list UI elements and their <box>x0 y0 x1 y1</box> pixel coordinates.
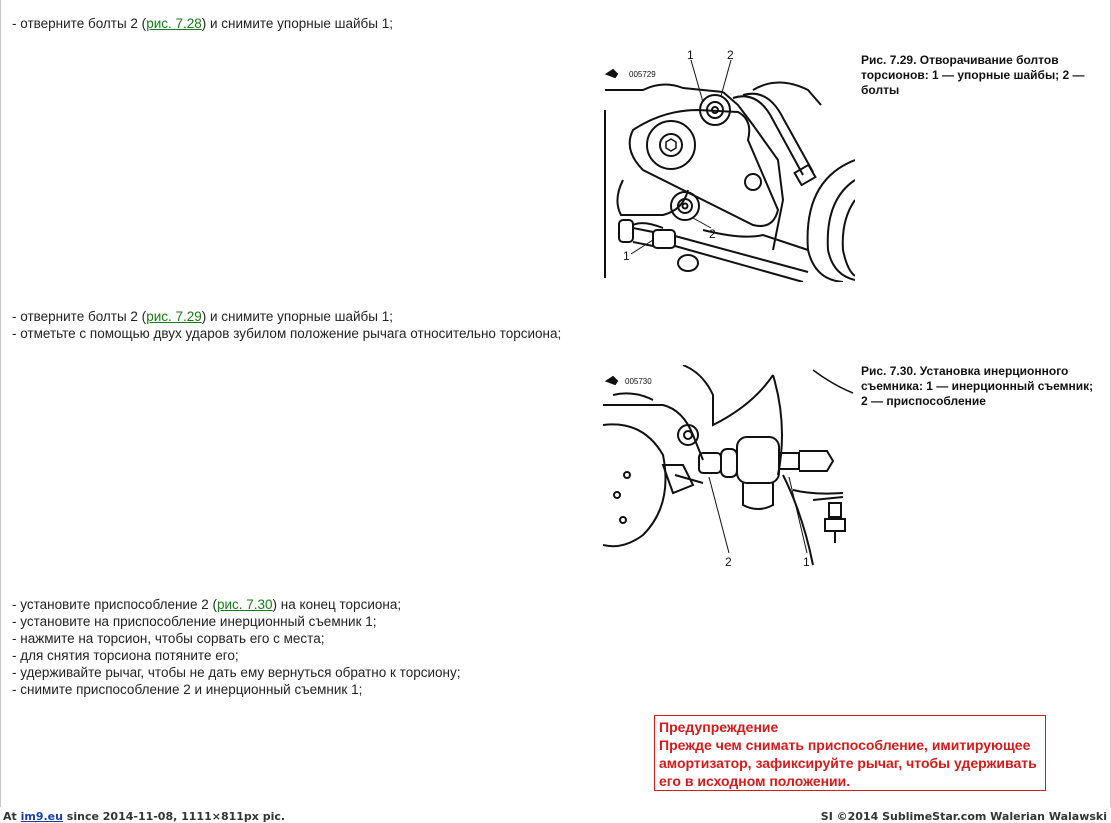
callout-label: 2 <box>709 227 716 241</box>
callout-label: 1 <box>623 249 630 263</box>
instruction-line: - установите на приспособление инерционный съемник 1; <box>12 614 377 629</box>
figure-stamp: 005730 <box>625 377 652 386</box>
warning-box <box>654 715 1046 791</box>
footer-right: SI ©2014 SublimeStar.com Walerian Walawski <box>820 810 1107 823</box>
instruction-line: - для снятия торсиона потяните его; <box>12 648 239 663</box>
warning-title: Предупреждение <box>659 719 779 735</box>
instruction-line-3: - отметьте с помощью двух ударов зубилом положение рычага относительно торсиона; <box>12 326 562 341</box>
instruction-line-4: - установите приспособление 2 (рис. 7.30) на конец торсиона; <box>12 597 402 612</box>
warning-body: Прежде чем снимать приспособление, имитирующее амортизатор, зафиксируйте рычаг, чтобы удерживать его в исходном положении. <box>659 737 1037 789</box>
instruction-line-1: - отверните болты 2 (рис. 7.28) и снимите упорные шайбы 1; <box>12 16 393 31</box>
instruction-line-2: - отверните болты 2 (рис. 7.29) и снимите упорные шайбы 1; <box>12 309 393 324</box>
figure-link-7-30[interactable]: рис. 7.30 <box>216 597 273 612</box>
figure-7-30-illustration <box>603 365 855 575</box>
callout-label: 1 <box>687 50 694 62</box>
instruction-line: - удерживайте рычаг, чтобы не дать ему вернуться обратно к торсиону; <box>12 665 461 680</box>
figure-link-7-29[interactable]: рис. 7.29 <box>146 309 202 324</box>
figure-7-29-caption: Рис. 7.29. Отворачивание болтов торсионов: 1 — упорные шайбы; 2 — болты <box>861 53 1085 97</box>
figure-7-30-caption: Рис. 7.30. Установка инерционного съемника: 1 — инерционный съемник; 2 — приспособление <box>861 364 1094 408</box>
callout-label: 2 <box>727 50 734 62</box>
callout-label: 2 <box>725 555 732 569</box>
footer-left: At im9.eu since 2014-11-08, 1111×811px pic. <box>3 810 286 823</box>
callout-label: 1 <box>803 555 810 569</box>
instruction-line: - снимите приспособление 2 и инерционный съемник 1; <box>12 682 363 697</box>
figure-stamp: 005729 <box>629 70 656 79</box>
im9-link[interactable]: im9.eu <box>20 810 63 823</box>
figure-link-7-28[interactable]: рис. 7.28 <box>146 16 202 31</box>
instruction-line: - нажмите на торсион, чтобы сорвать его с места; <box>12 631 325 646</box>
figure-7-29-illustration <box>603 50 855 282</box>
